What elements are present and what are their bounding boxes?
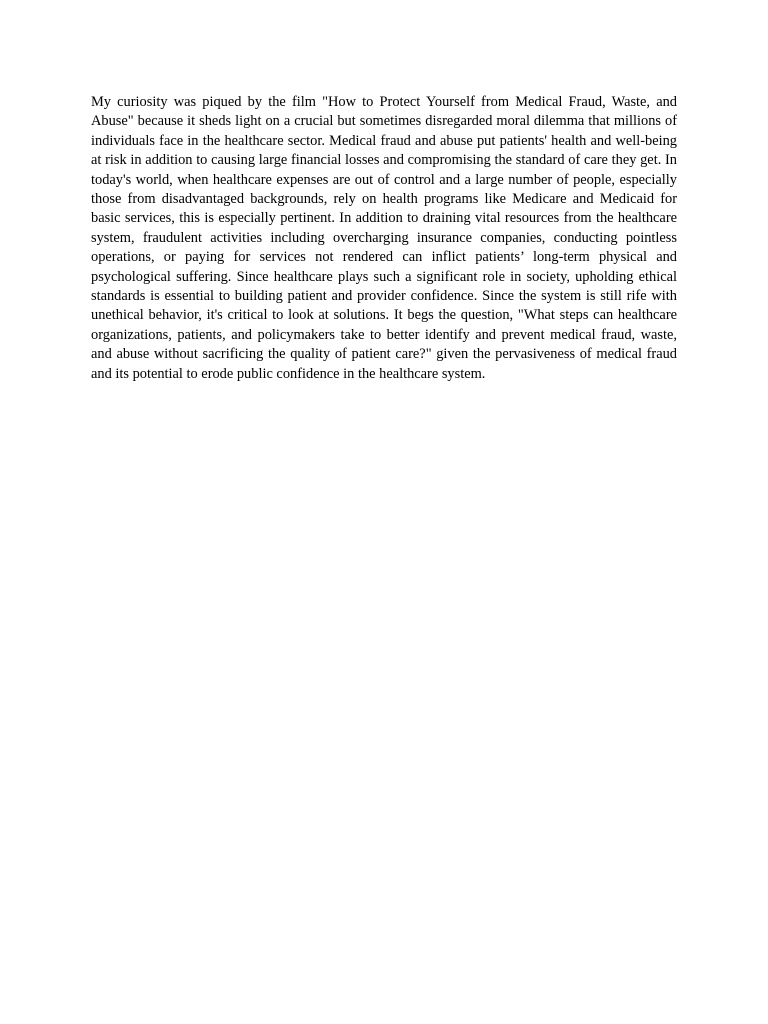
- body-paragraph: My curiosity was piqued by the film "How to Protect Yourself from Medical Fraud, Waste, and Abuse" because it sheds light on a crucial but sometimes disregarded moral dilemma that millions of individuals face in the healthcare sector. Medical fraud and abuse put patients' health and well-being at risk in addition to causing large financial losses and compromising the standard of care they get. In today's world, when healthcare expenses are out of control and a large number of people, especially those from disadvantaged backgrounds, rely on health programs like Medicare and Medicaid for basic services, this is especially pertinent. In addition to draining vital resources from the healthcare system, fraudulent activities including overcharging insurance companies, conducting pointless operations, or paying for services not rendered can inflict patients’ long-term physical and psychological suffering. Since healthcare plays such a significant role in society, upholding ethical standards is essential to building patient and provider confidence. Since the system is still rife with unethical behavior, it's critical to look at solutions. It begs the question, "What steps can healthcare organizations, patients, and policymakers take to better identify and prevent medical fraud, waste, and abuse without sacrificing the quality of patient care?" given the pervasiveness of medical fraud and its potential to erode public confidence in the healthcare system.: [91, 94, 677, 382]
